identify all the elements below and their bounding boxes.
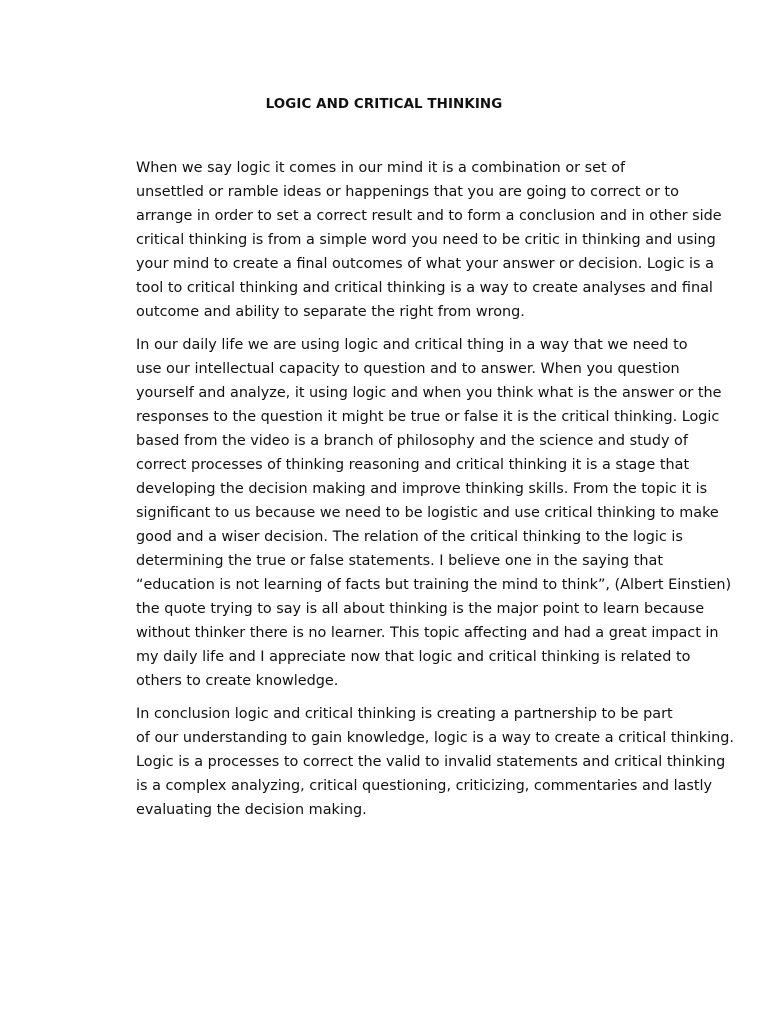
text-line: good and a wiser decision. The relation of the critical thinking to the logic is — [136, 529, 683, 545]
text-line: based from the video is a branch of philosophy and the science and study of — [136, 433, 688, 449]
text-line: When we say logic it comes in our mind it is a combination or set of — [136, 160, 626, 176]
text-line: use our intellectual capacity to question and to answer. When you question — [136, 361, 680, 377]
document-title: LOGIC AND CRITICAL THINKING — [265, 97, 503, 112]
text-line: significant to us because we need to be logistic and use critical thinking to make — [136, 505, 719, 521]
text-line: my daily life and I appreciate now that logic and critical thinking is related to — [136, 649, 691, 665]
text-line: the quote trying to say is all about thinking is the major point to learn because — [136, 601, 705, 617]
text-line: developing the decision making and improve thinking skills. From the topic it is — [136, 481, 708, 497]
text-line: without thinker there is no learner. This topic affecting and had a great impact in — [136, 625, 719, 641]
paragraph-2 — [91, 333, 732, 693]
text-line: of our understanding to gain knowledge, logic is a way to create a critical thinking. — [136, 730, 734, 746]
text-line: arrange in order to set a correct result and to form a conclusion and in other side — [136, 208, 722, 224]
paragraph-3 — [91, 702, 734, 822]
text-line: determining the true or false statements. I believe one in the saying that — [136, 553, 663, 569]
text-line: tool to critical thinking and critical thinking is a way to create analyses and final — [136, 280, 713, 296]
text-line: unsettled or ramble ideas or happenings that you are going to correct or to — [136, 184, 679, 200]
text-line: Logic is a processes to correct the valid to invalid statements and critical thinking — [136, 754, 726, 770]
text-line: correct processes of thinking reasoning and critical thinking it is a stage that — [136, 457, 690, 473]
document-body — [91, 156, 734, 831]
text-line: “education is not learning of facts but training the mind to think”, (Albert Einstien) — [136, 577, 732, 593]
text-line: outcome and ability to separate the right from wrong. — [136, 304, 525, 320]
text-line: responses to the question it might be true or false it is the critical thinking. Logic — [136, 409, 720, 425]
text-line: your mind to create a final outcomes of what your answer or decision. Logic is a — [136, 256, 714, 272]
paragraph-1 — [91, 156, 722, 324]
text-line: evaluating the decision making. — [136, 802, 367, 818]
text-line: yourself and analyze, it using logic and when you think what is the answer or the — [136, 385, 722, 401]
text-line: In our daily life we are using logic and critical thing in a way that we need to — [136, 337, 688, 353]
text-line: In conclusion logic and critical thinking is creating a partnership to be part — [136, 706, 673, 722]
text-line: others to create knowledge. — [136, 673, 339, 689]
text-line: is a complex analyzing, critical questioning, criticizing, commentaries and lastly — [136, 778, 713, 794]
text-line: critical thinking is from a simple word you need to be critic in thinking and using — [136, 232, 716, 248]
